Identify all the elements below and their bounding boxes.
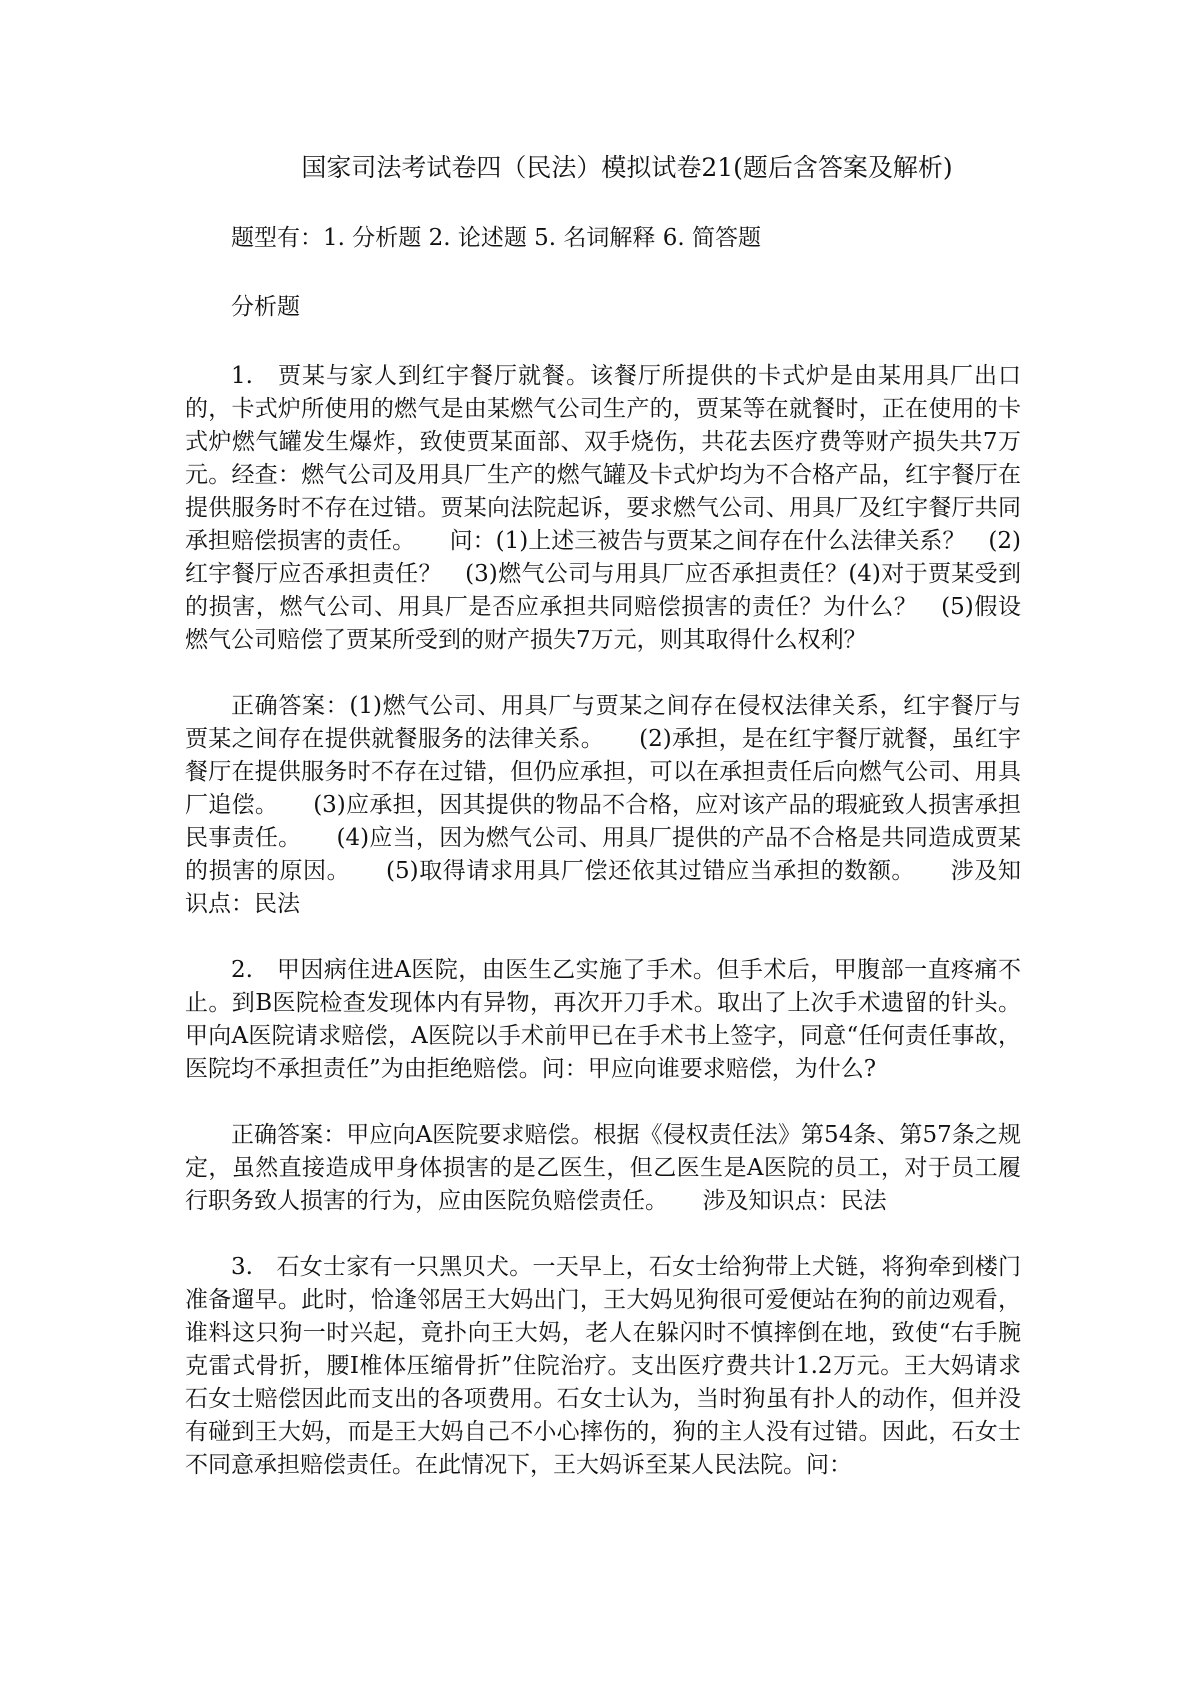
answer-2: 正确答案：甲应向A医院要求赔偿。根据《侵权责任法》第54条、第57条之规定，虽然直接造成甲身体损害的是乙医生，但乙医生是A医院的员工，对于员工履行职务致人损害的行为，应由医院负赔偿责任。 涉及知识点：民法 (185, 1122, 1021, 1214)
section-title: 分析题 (231, 294, 300, 320)
question-types: 题型有：1. 分析题 2. 论述题 5. 名词解释 6. 简答题 (231, 225, 761, 251)
document-title: 国家司法考试卷四（民法）模拟试卷21(题后含答案及解析) (301, 153, 953, 182)
answer-1: 正确答案：(1)燃气公司、用具厂与贾某之间存在侵权法律关系，红宇餐厅与贾某之间存在提供就餐服务的法律关系。 (2)承担，是在红宇餐厅就餐，虽红宇餐厅在提供服务时不存在过错，但仍应承担，可以在承担责任后向燃气公司、用具厂追偿。 (3)应承担，因其提供的物品不合格，应对该产品的瑕疵致人损害承担民事责任。 (4)应当，因为燃气公司、用具厂提供的产品不合格是共同造成贾某的损害的原因。 (5)取得请求用具厂偿还依其过错应当承担的数额。 涉及知识点：民法 (185, 693, 1021, 917)
question-3: 3. 石女士家有一只黑贝犬。一天早上，石女士给狗带上犬链，将狗牵到楼门准备遛早。此时，恰逢邻居王大妈出门，王大妈见狗很可爱便站在狗的前边观看，谁料这只狗一时兴起，竟扑向王大妈，老人在躲闪时不慎摔倒在地，致使“右手腕克雷式骨折，腰Ⅰ椎体压缩骨折”住院治疗。支出医疗费共计1.2万元。王大妈请求石女士赔偿因此而支出的各项费用。石女士认为，当时狗虽有扑人的动作，但并没有碰到王大妈，而是王大妈自己不小心摔伤的，狗的主人没有过错。因此，石女士不同意承担赔偿责任。在此情况下，王大妈诉至某人民法院。问： (185, 1254, 1021, 1478)
question-2: 2. 甲因病住进A医院，由医生乙实施了手术。但手术后，甲腹部一直疼痛不止。到B医院检查发现体内有异物，再次开刀手术。取出了上次手术遗留的针头。甲向A医院请求赔偿，A医院以手术前甲已在手术书上签字，同意“任何责任事故，医院均不承担责任”为由拒绝赔偿。问：甲应向谁要求赔偿，为什么? (185, 957, 1021, 1082)
question-1: 1. 贾某与家人到红宇餐厅就餐。该餐厅所提供的卡式炉是由某用具厂出口的，卡式炉所使用的燃气是由某燃气公司生产的，贾某等在就餐时，正在使用的卡式炉燃气罐发生爆炸，致使贾某面部、双手烧伤，共花去医疗费等财产损失共7万元。经查：燃气公司及用具厂生产的燃气罐及卡式炉均为不合格产品，红宇餐厅在提供服务时不存在过错。贾某向法院起诉，要求燃气公司、用具厂及红宇餐厅共同承担赔偿损害的责任。 问：(1)上述三被告与贾某之间存在什么法律关系？ (2)红宇餐厅应否承担责任？ (3)燃气公司与用具厂应否承担责任？(4)对于贾某受到的损害，燃气公司、用具厂是否应承担共同赔偿损害的责任？为什么？ (5)假设燃气公司赔偿了贾某所受到的财产损失7万元，则其取得什么权利？ (185, 363, 1021, 653)
